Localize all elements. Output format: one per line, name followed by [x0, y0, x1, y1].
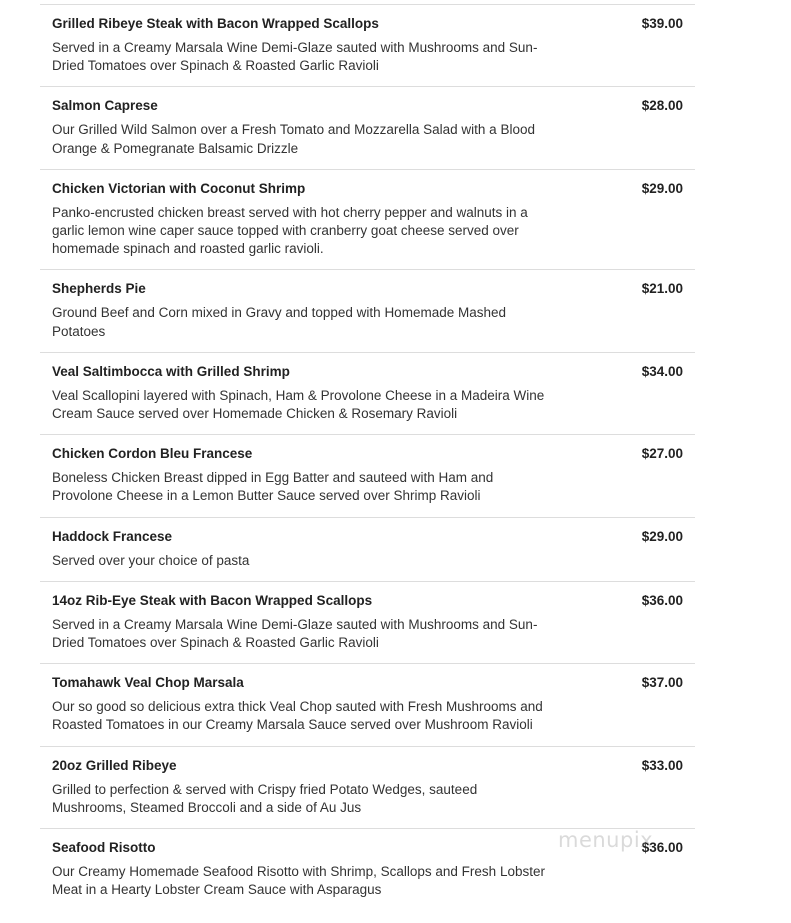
menu-item-price: $28.00	[641, 98, 683, 114]
menu-item-name: Haddock Francese	[52, 528, 173, 544]
menu-item	[40, 435, 695, 517]
menu-item-name: Tomahawk Veal Chop Marsala	[52, 675, 244, 691]
menu-item-price: $33.00	[641, 757, 683, 773]
menu-item	[40, 664, 695, 746]
menu-item-name: 20oz Grilled Ribeye	[52, 757, 177, 773]
menu-item-description: Grilled to perfection & served with Crispy fried Potato Wedges, sauteed Mushrooms, Steamed Broccoli and a side of Au Jus	[52, 781, 478, 815]
menu-item-price: $36.00	[641, 840, 683, 856]
menu-item-description: Panko-encrusted chicken breast served with hot cherry pepper and walnuts in a garlic lemon wine caper sauce topped with cranberry goat cheese served over homemade spinach and roasted garlic ravioli.	[52, 204, 528, 257]
menu-item-description: Served in a Creamy Marsala Wine Demi-Glaze sauted with Mushrooms and Sun-Dried Tomatoes over Spinach & Roasted Garlic Ravioli	[52, 616, 538, 651]
menu-list	[40, 4, 695, 910]
menu-item	[40, 170, 695, 271]
menu-item-price: $39.00	[641, 16, 683, 31]
menu-item-name: Chicken Cordon Bleu Francese	[52, 446, 253, 462]
menu-item-price: $34.00	[641, 363, 683, 379]
menu-item	[40, 582, 695, 664]
menu-item	[40, 5, 695, 87]
menu-item-description: Our so good so delicious extra thick Veal Chop sauted with Fresh Mushrooms and Roasted Tomatoes in our Creamy Marsala Sauce served over Mushroom Ravioli	[52, 699, 543, 733]
menu-item-description: Ground Beef and Corn mixed in Gravy and topped with Homemade Mashed Potatoes	[52, 305, 506, 339]
menupix-watermark: menupix	[558, 828, 654, 852]
menu-item-description: Our Grilled Wild Salmon over a Fresh Tomato and Mozzarella Salad with a Blood Orange & Pomegranate Balsamic Drizzle	[52, 122, 535, 156]
menu-item-name: Chicken Victorian with Coconut Shrimp	[52, 180, 306, 196]
menu-item-price: $29.00	[641, 528, 683, 544]
menu-item-price: $37.00	[641, 675, 683, 691]
menu-item	[40, 518, 695, 582]
menu-item-description: Served over your choice of pasta	[52, 552, 250, 568]
menu-item-price: $21.00	[641, 281, 683, 297]
menu-item	[40, 353, 695, 435]
menu-item-name: Grilled Ribeye Steak with Bacon Wrapped Scallops	[52, 16, 379, 31]
menu-item-name: Salmon Caprese	[52, 98, 158, 114]
menu-item-description: Served in a Creamy Marsala Wine Demi-Glaze sauted with Mushrooms and Sun-Dried Tomatoes over Spinach & Roasted Garlic Ravioli	[52, 40, 538, 74]
menu-item-description: Veal Scallopini layered with Spinach, Ham & Provolone Cheese in a Madeira Wine Cream Sauce served over Homemade Chicken & Rosemary Ravioli	[52, 387, 545, 422]
menu-item-name: Veal Saltimbocca with Grilled Shrimp	[52, 363, 290, 379]
menu-item-name: Shepherds Pie	[52, 281, 146, 297]
menu-item	[40, 270, 695, 352]
menu-item-description: Boneless Chicken Breast dipped in Egg Batter and sauteed with Ham and Provolone Cheese in a Lemon Butter Sauce served over Shrimp Ravioli	[52, 470, 494, 504]
menu-item-price: $36.00	[641, 592, 683, 608]
menu-item-description: Our Creamy Homemade Seafood Risotto with Shrimp, Scallops and Fresh Lobster Meat in a Hearty Lobster Cream Sauce with Asparagus	[52, 864, 545, 898]
menu-item	[40, 87, 695, 169]
menu-item-name: Seafood Risotto	[52, 840, 156, 856]
menu-item	[40, 829, 695, 910]
menu-item-price: $27.00	[641, 446, 683, 462]
menu-item-price: $29.00	[641, 180, 683, 196]
menu-item-name: 14oz Rib-Eye Steak with Bacon Wrapped Scallops	[52, 592, 373, 608]
menu-item	[40, 747, 695, 829]
